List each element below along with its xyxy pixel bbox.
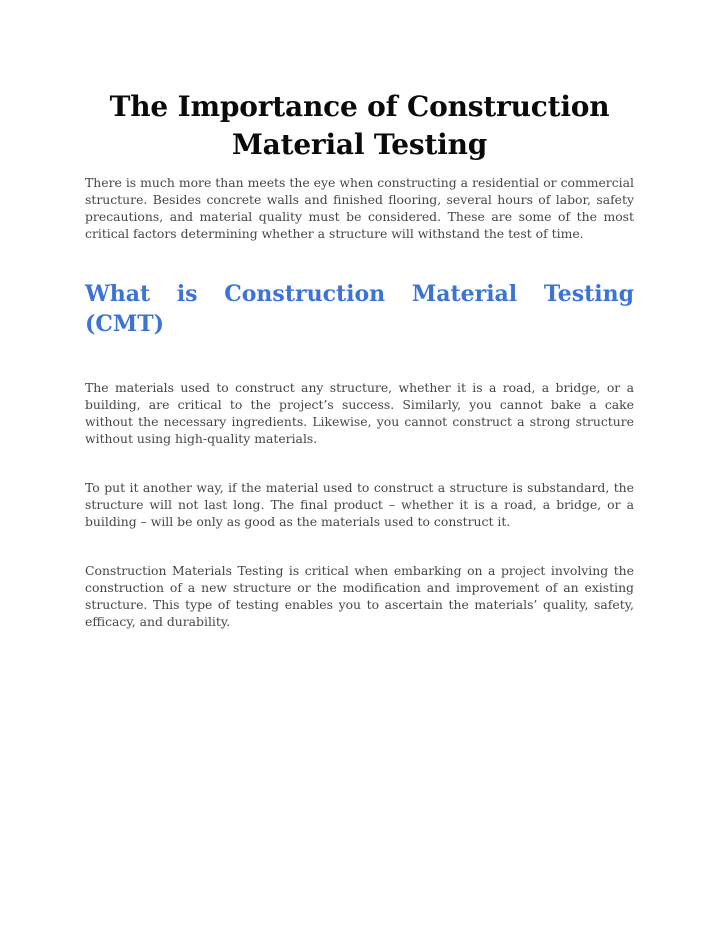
body-paragraph-3: Construction Materials Testing is critical when embarking on a project involving the construction of a new structure or the modification and improvement of an existing structure. This type of testing enables you to ascertain the materials’ quality, safety, efficacy, and durability. bbox=[85, 563, 634, 629]
body-paragraph-2: To put it another way, if the material used to construct a structure is substandard, the structure will not last long. The final product – whether it is a road, a bridge, or a building – will be only as good as the materials used to construct it. bbox=[85, 480, 634, 529]
document-title: The Importance of Construction Material Testing bbox=[109, 90, 610, 161]
section-heading: What is Construction Material Testing (CMT) bbox=[85, 281, 634, 337]
intro-paragraph: There is much more than meets the eye when constructing a residential or commercial structure. Besides concrete walls and finished flooring, several hours of labor, safety precautions, and material quality must be considered. These are some of the most critical factors determining whether a structure will withstand the test of time. bbox=[85, 175, 634, 241]
body-paragraph-1: The materials used to construct any structure, whether it is a road, a bridge, or a building, are critical to the project’s success. Similarly, you cannot bake a cake without the necessary ingredients. Likewise, you cannot construct a strong structure without using high-quality materials. bbox=[85, 380, 634, 446]
document-page bbox=[85, 88, 634, 630]
